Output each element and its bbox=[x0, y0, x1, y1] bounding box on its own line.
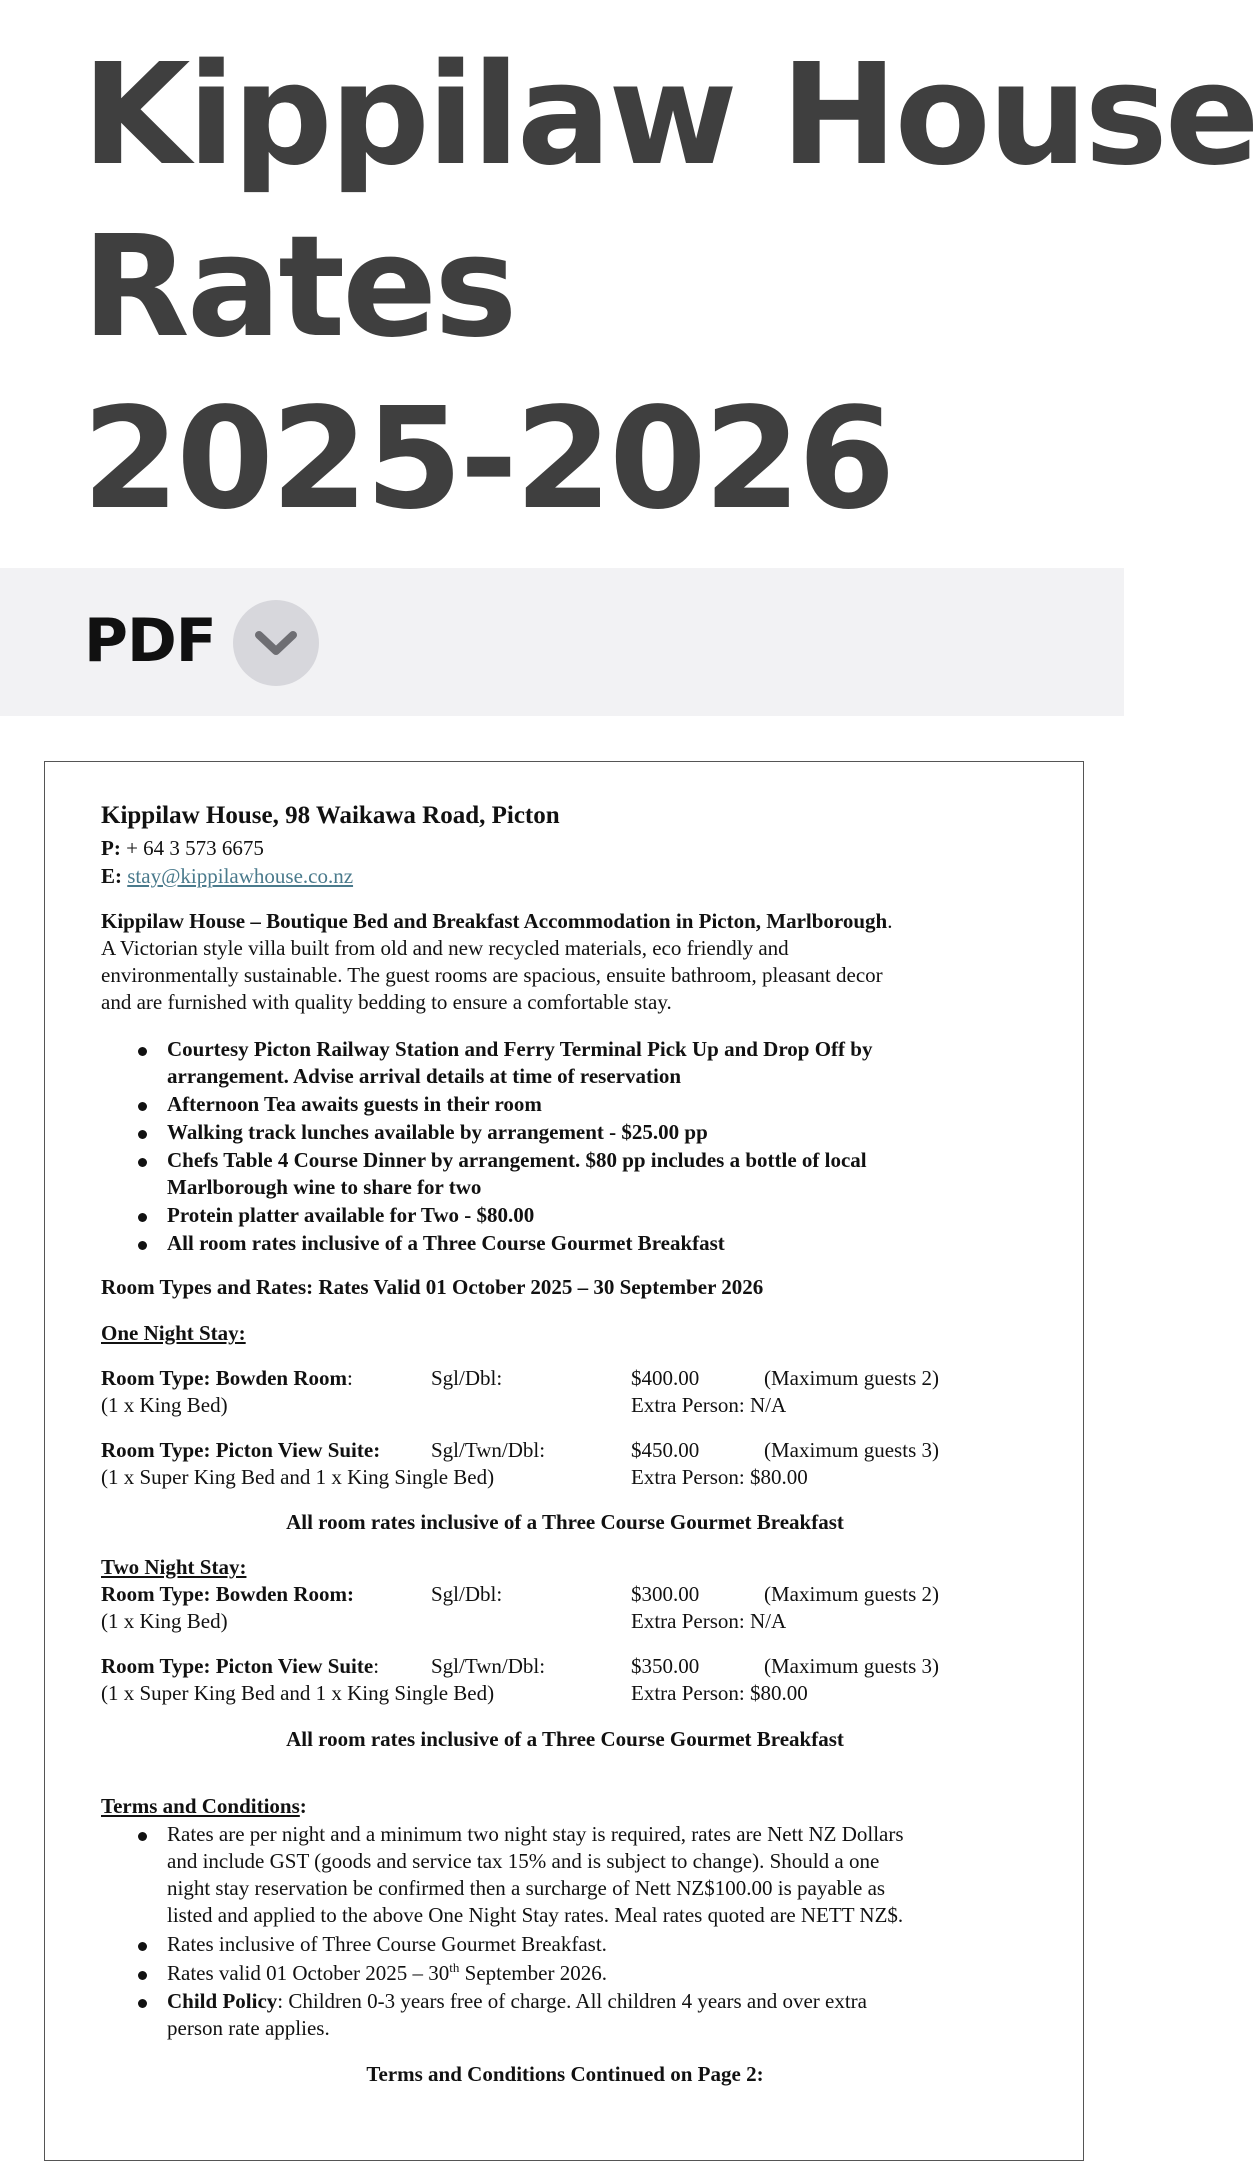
terms-item-continued: and include GST (goods and service tax 15% and is subject to change). Should a one bbox=[167, 1849, 880, 1873]
bullet-icon bbox=[138, 1942, 147, 1951]
pdf-expand-button[interactable] bbox=[233, 600, 319, 686]
bullet-icon bbox=[138, 1130, 147, 1139]
bullet-icon bbox=[138, 1241, 147, 1250]
bullet-icon bbox=[138, 1832, 147, 1841]
intro-heading: Kippilaw House – Boutique Bed and Breakfast Accommodation in Picton, Marlborough. bbox=[101, 909, 893, 933]
one-night-heading: One Night Stay: bbox=[101, 1321, 246, 1345]
email-line bbox=[101, 863, 353, 890]
list-item: Courtesy Picton Railway Station and Ferry Terminal Pick Up and Drop Off by bbox=[167, 1037, 873, 1061]
pdf-label: PDF bbox=[84, 606, 216, 676]
room-max-guests: (Maximum guests 2) bbox=[764, 1582, 939, 1606]
intro-text-line: and are furnished with quality bedding to ensure a comfortable stay. bbox=[101, 990, 672, 1014]
terms-heading: Terms and Conditions: bbox=[101, 1794, 307, 1818]
room-price: $350.00 bbox=[631, 1654, 700, 1678]
room-extra-person: Extra Person: N/A bbox=[631, 1393, 787, 1417]
room-max-guests: (Maximum guests 3) bbox=[764, 1654, 939, 1678]
list-item: All room rates inclusive of a Three Course Gourmet Breakfast bbox=[167, 1231, 725, 1255]
pdf-document-viewer[interactable] bbox=[44, 761, 1084, 2161]
terms-item-continued: listed and applied to the above One Night Stay rates. Meal rates quoted are NETT NZ$. bbox=[167, 1903, 904, 1927]
room-price: $300.00 bbox=[631, 1582, 700, 1606]
phone-line bbox=[101, 835, 264, 862]
intro-text-line: environmentally sustainable. The guest rooms are spacious, ensuite bathroom, pleasant decor bbox=[101, 963, 883, 987]
list-item: Chefs Table 4 Course Dinner by arrangement. $80 pp includes a bottle of local bbox=[167, 1148, 867, 1172]
title-line-3: 2025-2026 bbox=[82, 378, 893, 541]
list-item: Walking track lunches available by arrangement - $25.00 pp bbox=[167, 1120, 708, 1144]
phone-label: P: bbox=[101, 836, 121, 860]
rates-heading: Room Types and Rates: Rates Valid 01 October 2025 – 30 September 2026 bbox=[101, 1275, 764, 1299]
room-extra-person: Extra Person: $80.00 bbox=[631, 1465, 808, 1489]
room-type: Room Type: Bowden Room: bbox=[101, 1366, 353, 1390]
bullet-icon bbox=[138, 1971, 147, 1980]
bullet-icon bbox=[138, 1158, 147, 1167]
list-item-continued: Marlborough wine to share for two bbox=[167, 1175, 482, 1199]
room-type: Room Type: Picton View Suite: bbox=[101, 1438, 381, 1462]
page-header bbox=[0, 0, 1257, 568]
page-title bbox=[82, 30, 1257, 546]
terms-item-continued: night stay reservation be confirmed then a surcharge of Nett NZ$100.00 is payable as bbox=[167, 1876, 886, 1900]
room-beds: (1 x Super King Bed and 1 x King Single Bed) bbox=[101, 1681, 495, 1705]
list-item-continued: arrangement. Advise arrival details at time of reservation bbox=[167, 1064, 681, 1088]
terms-item-continued: person rate applies. bbox=[167, 2016, 330, 2040]
intro-text-line: A Victorian style villa built from old and new recycled materials, eco friendly and bbox=[101, 936, 789, 960]
breakfast-note: All room rates inclusive of a Three Course Gourmet Breakfast bbox=[286, 1727, 844, 1751]
terms-item: Rates valid 01 October 2025 – 30th September 2026. bbox=[167, 1960, 607, 1985]
room-occupancy: Sgl/Dbl: bbox=[431, 1582, 503, 1606]
terms-continued-note: Terms and Conditions Continued on Page 2: bbox=[366, 2062, 764, 2086]
room-beds: (1 x King Bed) bbox=[101, 1393, 228, 1417]
room-type: Room Type: Bowden Room: bbox=[101, 1582, 354, 1606]
breakfast-note: All room rates inclusive of a Three Course Gourmet Breakfast bbox=[286, 1510, 844, 1534]
room-occupancy: Sgl/Dbl: bbox=[431, 1366, 503, 1390]
email-label: E: bbox=[101, 864, 122, 888]
email-link[interactable]: stay@kippilawhouse.co.nz bbox=[127, 864, 354, 888]
room-price: $450.00 bbox=[631, 1438, 700, 1462]
list-item: Afternoon Tea awaits guests in their room bbox=[167, 1092, 542, 1116]
two-night-heading: Two Night Stay: bbox=[101, 1555, 247, 1579]
chevron-down-icon bbox=[253, 628, 299, 658]
room-extra-person: Extra Person: $80.00 bbox=[631, 1681, 808, 1705]
room-beds: (1 x Super King Bed and 1 x King Single Bed) bbox=[101, 1465, 495, 1489]
room-beds: (1 x King Bed) bbox=[101, 1609, 228, 1633]
bullet-icon bbox=[138, 1102, 147, 1111]
bullet-icon bbox=[138, 1047, 147, 1056]
pdf-section-bar bbox=[0, 568, 1124, 716]
room-max-guests: (Maximum guests 3) bbox=[764, 1438, 939, 1462]
bullet-icon bbox=[138, 1213, 147, 1222]
room-extra-person: Extra Person: N/A bbox=[631, 1609, 787, 1633]
title-line-2: Rates bbox=[82, 206, 515, 369]
room-type: Room Type: Picton View Suite: bbox=[101, 1654, 380, 1678]
room-occupancy: Sgl/Twn/Dbl: bbox=[431, 1438, 546, 1462]
room-price: $400.00 bbox=[631, 1366, 700, 1390]
room-max-guests: (Maximum guests 2) bbox=[764, 1366, 939, 1390]
terms-item: Rates inclusive of Three Course Gourmet Breakfast. bbox=[167, 1932, 607, 1956]
phone-number: + 64 3 573 6675 bbox=[120, 836, 264, 860]
title-line-1: Kippilaw House bbox=[82, 34, 1257, 197]
terms-item: Child Policy: Children 0-3 years free of charge. All children 4 years and over extra bbox=[167, 1989, 867, 2013]
terms-item: Rates are per night and a minimum two night stay is required, rates are Nett NZ Dollars bbox=[167, 1822, 904, 1846]
business-address: Kippilaw House, 98 Waikawa Road, Picton bbox=[101, 802, 560, 829]
list-item: Protein platter available for Two - $80.00 bbox=[167, 1203, 535, 1227]
room-occupancy: Sgl/Twn/Dbl: bbox=[431, 1654, 546, 1678]
bullet-icon bbox=[138, 1999, 147, 2008]
